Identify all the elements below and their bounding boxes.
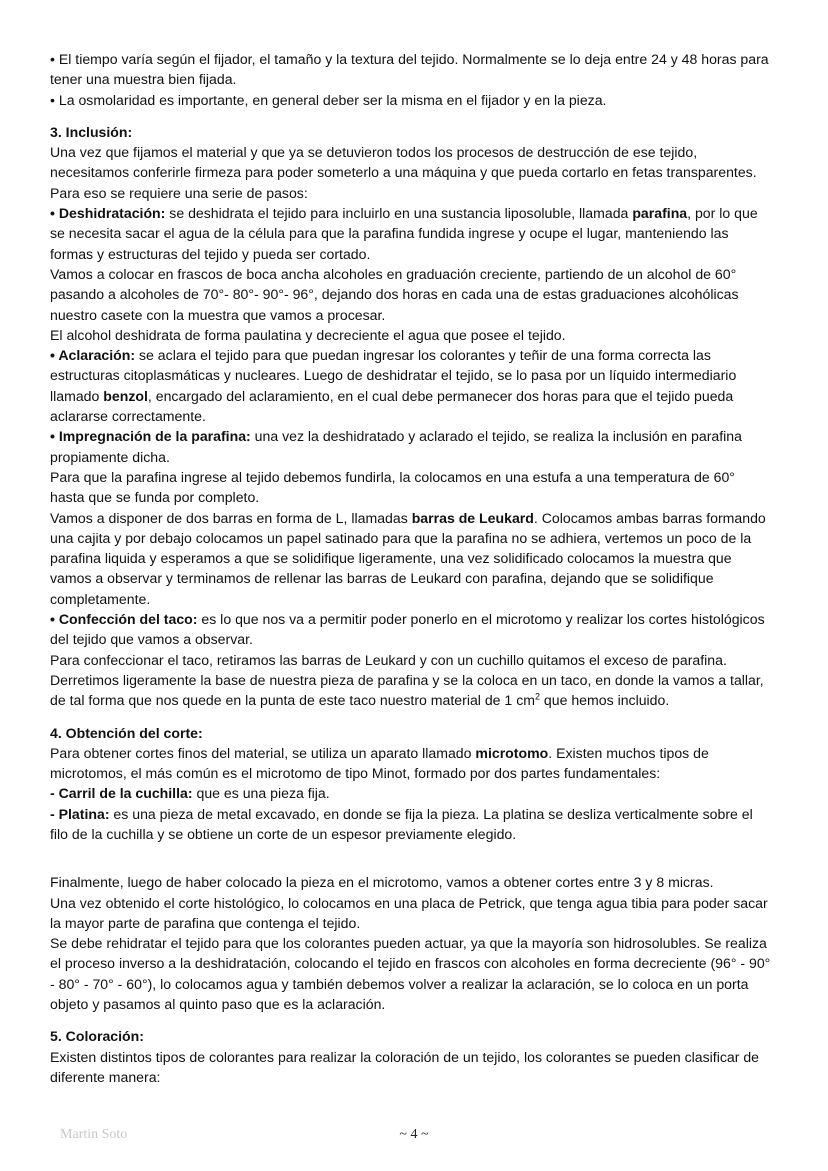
step-impregnation: • Impregnación de la parafina: una vez la deshidratado y aclarado el tejido, se realiza la inclusión en parafina propiamente dicha. [50,428,742,465]
step-block-making: • Confección del taco: es lo que nos va a permitir poder ponerlo en el microtomo y realizar los cortes histológicos del tejido que vamos a observar. [50,611,765,648]
section-3-title: 3. Inclusión: [50,123,133,140]
footer-author: Martin Soto [60,1127,128,1142]
section-4-title: 4. Obtención del corte: [50,724,203,741]
dehydration-label: • Deshidratación: [50,205,166,222]
block-making-label: • Confección del taco: [50,611,198,628]
impregnation-para-3: Vamos a disponer de dos barras en forma de L, llamadas barras de Leukard. Colocamos ambas barras formando una cajita y por debajo colocamos un papel satinado para que la parafina no se adhiera, vertemos un poco de la parafina liquida y esperamos a que se solidifique ligeramente, una vez solidificado colocamos la muestra que vamos a observar y terminamos de rellenar las barras de Leukard con parafina, dejando que se solidifique completamente. [50,509,766,607]
impregnation-para-2: Para que la parafina ingrese al tejido debemos fundirla, la colocamos en una estufa a una temperatura de 60° hasta que se funda por completo. [50,468,735,506]
dehydration-para-3: El alcohol deshidrata de forma paulatina y decreciente el agua que posee el tejido. [50,326,566,343]
document-page [50,49,772,1087]
footer-page-number: ~ 4 ~ [399,1127,429,1142]
step-dehydration: • Deshidratación: se deshidrata el tejido para incluirlo en una sustancia liposoluble, llamada parafina, por lo que se necesita sacar el agua de la célula para que la parafina fundida ingrese y ocupe el lugar, manteniendo las formas y estructuras del tejido y pueda ser cortado. [50,205,758,262]
intro-bullet-time: • El tiempo varía según el fijador, el tamaño y la textura del tejido. Normalmente se lo deja entre 24 y 48 horas para tener una muestra bien fijada. [50,51,769,88]
impregnation-label: • Impregnación de la parafina: [50,428,251,445]
clearing-label: • Aclaración: [50,347,136,364]
section-4-para-2: Finalmente, luego de haber colocado la pieza en el microtomo, vamos a obtener cortes entre 3 y 8 micras. [50,874,714,891]
section-3-intro: Una vez que fijamos el material y que ya se detuvieron todos los procesos de destrucción de ese tejido, necesitamos conferirle firmeza para poder someterlo a una máquina y que pueda cortarlo en fetas transparentes. Para eso se requiere una serie de pasos: [50,144,757,201]
section-5-para-1: Existen distintos tipos de colorantes para realizar la coloración de un tejido, los colorantes se pueden clasificar de diferente manera: [50,1048,760,1085]
step-clearing: • Aclaración: se aclara el tejido para que puedan ingresar los colorantes y teñir de una forma correcta las estructuras citoplasmáticas y nucleares. Luego de deshidratar el tejido, se lo pasa por un líquido intermediario llamado benzol, encargado del aclaramiento, en el cual debe permanecer dos horas para que el tejido pueda aclararse correctamente. [50,347,737,425]
microtome-part-platen: - Platina: es una pieza de metal excavado, en donde se fija la pieza. La platina se desliza verticalmente sobre el filo de la cuchilla y se obtiene un corte de un espesor previamente elegido. [50,805,753,842]
microtome-part-blade-rail: - Carril de la cuchilla: que es una pieza fija. [50,785,330,802]
intro-bullet-osmolarity: • La osmolaridad es importante, en general deber ser la misma en el fijador y en la pieza. [50,91,607,108]
block-making-para-2: Para confeccionar el taco, retiramos las barras de Leukard y con un cuchillo quitamos el exceso de parafina. Derretimos ligeramente la base de nuestra pieza de parafina y se la coloca en un taco, en donde la vamos a tallar, de tal forma que nos quede en la punta de este taco nuestro material de 1 $cm^2$ que hemos incluido. [50,651,764,709]
section-4-para-4: Se debe rehidratar el tejido para que los colorantes pueden actuar, ya que la mayoría son hidrosolubles. Se realiza el proceso inverso a la deshidratación, colocando el tejido en frascos con alcoholes en forma decreciente (96° - 90° - 80° - 70° - 60°), lo colocamos agua y también debemos volver a realizar la aclaración, se lo coloca en un porta objeto y pasamos al quinto paso que es la aclaración. [50,935,771,1013]
section-4-para-3: Una vez obtenido el corte histológico, lo colocamos en una placa de Petrick, que tenga agua tibia para poder sacar la mayor parte de parafina que contenga el tejido. [50,894,768,931]
section-5-title: 5. Coloración: [50,1028,144,1045]
section-4-para-1: Para obtener cortes finos del material, se utiliza un aparato llamado microtomo. Existen muchos tipos de microtomos, el más común es el microtomo de tipo Minot, formado por dos partes fundamentales: [50,744,709,782]
dehydration-para-2: Vamos a colocar en frascos de boca ancha alcoholes en graduación creciente, partiendo de un alcohol de 60° pasando a alcoholes de 70°- 80°- 90°- 96°, dejando dos horas en cada una de estas graduaciones alcohólicas nuestro casete con la muestra que vamos a procesar. [50,265,739,323]
